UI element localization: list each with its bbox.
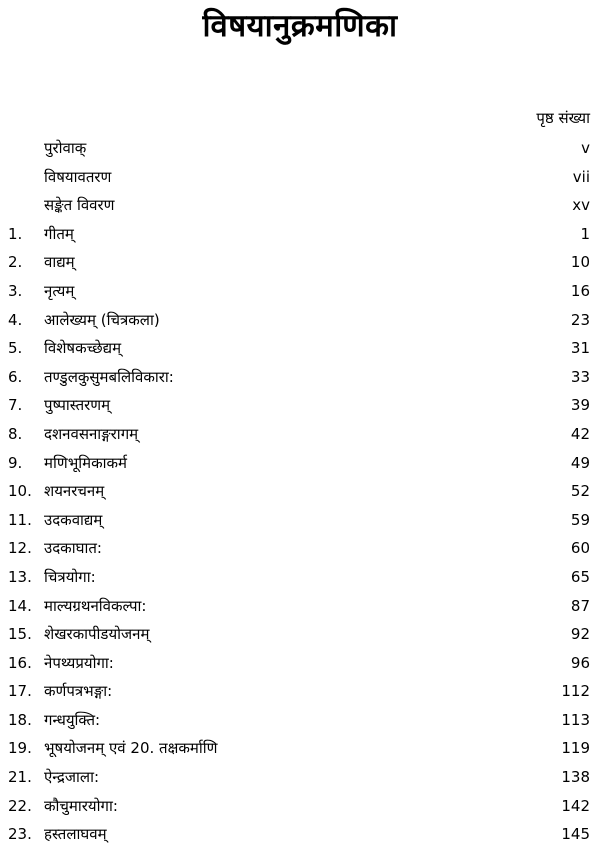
toc-entry-title: नृत्यम्: [44, 281, 75, 300]
toc-entry: [0, 677, 600, 706]
toc-entry-title: विषयावतरण: [44, 167, 112, 186]
toc-entry-number: 10.: [8, 482, 32, 501]
toc-entry-number: 3.: [8, 281, 23, 300]
toc-entry: [0, 134, 600, 163]
toc-entry-title: भूषयोजनम् एवं 20. तक्षकर्माणि: [44, 739, 218, 758]
toc-entry-page: xv: [572, 196, 590, 215]
toc-entry-page: 145: [561, 825, 590, 844]
toc-entry: [0, 163, 600, 192]
toc-entry-title: कर्णपत्रभङ्गा:: [44, 682, 113, 701]
toc-entry-title: गन्धयुक्ति:: [44, 710, 101, 729]
toc-entry: [0, 506, 600, 535]
toc-entry: [0, 592, 600, 621]
toc-entry: [0, 649, 600, 678]
toc-entry: [0, 334, 600, 363]
toc-entry-number: 8.: [8, 424, 23, 443]
toc-entry-title: नेपथ्यप्रयोगा:: [44, 653, 114, 672]
toc-entry-page: 16: [570, 281, 590, 300]
toc-entry-title: मणिभूमिकाकर्म: [44, 453, 127, 472]
page-number-column-header: पृष्ठ संख्या: [536, 109, 590, 127]
toc-entry-page: 112: [561, 682, 590, 701]
toc-entry-page: v: [581, 139, 590, 157]
toc-entry-page: 60: [570, 539, 590, 558]
toc-entry-page: 39: [570, 396, 590, 415]
toc-entry-number: 18.: [8, 710, 32, 729]
toc-entry: [0, 763, 600, 792]
toc-entry: [0, 220, 600, 249]
toc-entry-page: 138: [561, 768, 590, 787]
toc-entry: [0, 706, 600, 735]
toc-entry-title: पुरोवाक्: [44, 139, 87, 157]
toc-entry: [0, 792, 600, 821]
toc-entry: [0, 734, 600, 763]
toc-entry-page: 49: [570, 453, 590, 472]
toc-entry-title: ऐन्द्रजाला:: [44, 768, 100, 787]
toc-entry-page: 113: [561, 710, 590, 729]
toc-entry-title: शयनरचनम्: [44, 482, 105, 501]
toc-entry-title: चित्रयोगा:: [44, 567, 96, 586]
toc-entry-number: 7.: [8, 396, 23, 415]
toc-entry: [0, 563, 600, 592]
toc-entry-number: 1.: [8, 224, 23, 243]
toc-entry-number: 17.: [8, 682, 32, 701]
toc-entry-title: आलेख्यम् (चित्रकला): [44, 310, 160, 329]
toc-entry-page: 23: [570, 310, 590, 329]
toc-entry-page: 119: [561, 739, 590, 758]
toc-entry-title: माल्यग्रथनविकल्पा:: [44, 596, 147, 615]
toc-entry-title: गीतम्: [44, 224, 74, 243]
toc-entry: [0, 420, 600, 449]
toc-entry: [0, 820, 600, 849]
toc-entry-number: 5.: [8, 339, 23, 358]
toc-entry: [0, 391, 600, 420]
toc-entry-page: 87: [570, 596, 590, 615]
toc-entry: [0, 306, 600, 335]
toc-entry-page: 42: [570, 424, 590, 443]
toc-entry-page: vii: [572, 167, 590, 186]
toc-entry-title: दशनवसनाङ्गरागम्: [44, 424, 139, 443]
toc-entry-number: 23.: [8, 825, 32, 844]
toc-entry-title: कौचुमारयोगा:: [44, 796, 118, 815]
toc-entry-number: 6.: [8, 367, 23, 386]
toc-entry-number: 2.: [8, 253, 23, 272]
toc-entry-page: 1: [580, 224, 590, 243]
toc-entry-number: 15.: [8, 625, 32, 644]
toc-entry-number: 22.: [8, 796, 32, 815]
toc-entry-number: 11.: [8, 510, 32, 529]
toc-entry-number: 19.: [8, 739, 32, 758]
toc-entry-title: वाद्यम्: [44, 253, 75, 272]
toc-entry-number: 14.: [8, 596, 32, 615]
toc-entry-page: 142: [561, 796, 590, 815]
toc-entry-title: शेखरकापीडयोजनम्: [44, 625, 150, 644]
toc-entry: [0, 363, 600, 392]
toc-entry-page: 10: [570, 253, 590, 272]
toc-entry-page: 65: [570, 567, 590, 586]
toc-entry-title: विशेषकच्छेद्यम्: [44, 339, 122, 358]
toc-entry-number: 9.: [8, 453, 23, 472]
toc-entry: [0, 191, 600, 220]
toc-entry: [0, 248, 600, 277]
toc-entry-number: 4.: [8, 310, 23, 329]
toc-entry: [0, 620, 600, 649]
toc-entry-page: 52: [570, 482, 590, 501]
toc-entry-page: 96: [570, 653, 590, 672]
toc-entry-title: उदकवाद्यम्: [44, 510, 103, 529]
toc-entry-title: सङ्केत विवरण: [44, 196, 115, 215]
toc-entry-page: 59: [570, 510, 590, 529]
toc-entry-title: हस्तलाघवम्: [44, 825, 107, 844]
toc-entry-page: 33: [570, 367, 590, 386]
toc-entry: [0, 277, 600, 306]
table-of-contents: [0, 134, 600, 849]
toc-entry: [0, 477, 600, 506]
toc-entry-number: 13.: [8, 567, 32, 586]
toc-entry-page: 31: [570, 339, 590, 358]
toc-entry: [0, 534, 600, 563]
toc-entry-page: 92: [570, 625, 590, 644]
toc-entry-number: 16.: [8, 653, 32, 672]
toc-entry-number: 21.: [8, 768, 32, 787]
toc-entry-title: पुष्पास्तरणम्: [44, 396, 111, 415]
toc-entry-title: तण्डुलकुसुमबलिविकारा:: [44, 367, 174, 386]
toc-entry-title: उदकाघात:: [44, 539, 102, 558]
page-title: विषयानुक्रमणिका: [202, 8, 398, 44]
toc-entry-number: 12.: [8, 539, 32, 558]
toc-entry: [0, 449, 600, 478]
